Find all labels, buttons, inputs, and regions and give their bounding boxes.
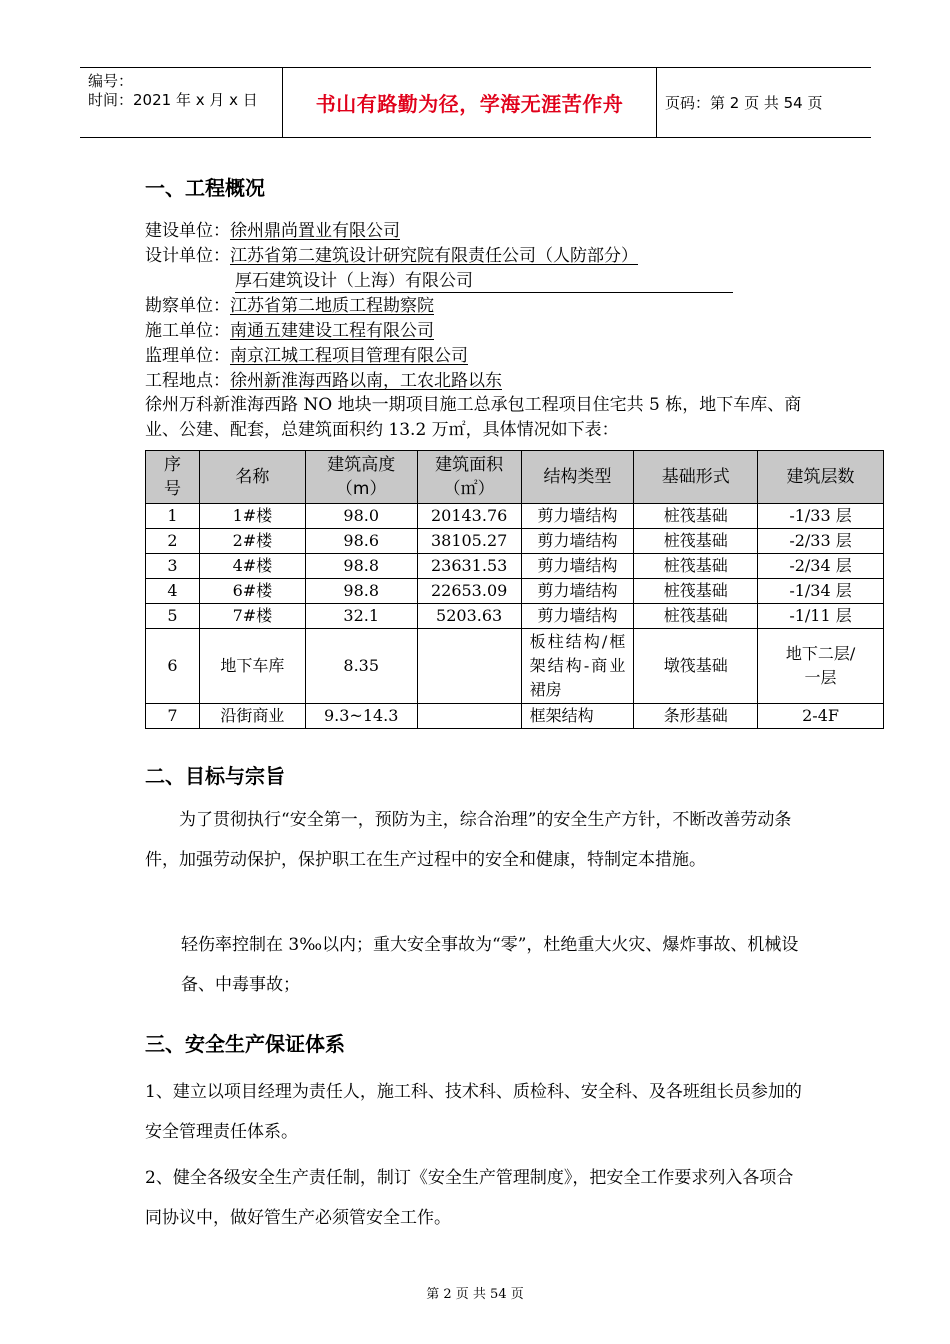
table-cell: 6#楼: [199, 579, 305, 604]
table-cell: 98.8: [305, 579, 417, 604]
info-row-supervise: [145, 344, 845, 369]
table-cell: 7: [146, 704, 200, 729]
table-cell: 地下二层/一层: [758, 629, 884, 704]
table-cell: 98.0: [305, 504, 417, 529]
table-cell: 9.3~14.3: [305, 704, 417, 729]
info-label: 工程地点：: [145, 371, 230, 391]
info-value: 南通五建建设工程有限公司: [230, 321, 434, 341]
header-meta: [80, 68, 283, 137]
table-row: [146, 529, 884, 554]
table-cell: 剪力墙结构: [521, 504, 634, 529]
table-cell: 墩筏基础: [634, 629, 758, 704]
table-cell: 2: [146, 529, 200, 554]
table-row: [146, 629, 884, 704]
table-cell: 板柱结构/框架结构-商业裙房: [521, 629, 634, 704]
table-header-cell: 结构类型: [521, 451, 634, 504]
table-row: [146, 579, 884, 604]
table-cell: 8.35: [305, 629, 417, 704]
info-value: 厚石建筑设计（上海）有限公司: [235, 270, 733, 293]
info-label: 设计单位：: [145, 246, 230, 266]
goals-paragraph-2: 轻伤率控制在 3‰以内；重大安全事故为“零”，杜绝重大火灾、爆炸事故、机械设备、中毒事故；: [181, 935, 799, 995]
info-row-location: [145, 369, 845, 394]
table-cell: 桩筏基础: [634, 554, 758, 579]
table-row: [146, 604, 884, 629]
table-cell: -1/11 层: [758, 604, 884, 629]
table-cell: 剪力墙结构: [521, 579, 634, 604]
table-cell: 框架结构: [521, 704, 634, 729]
info-row-survey: [145, 294, 845, 319]
table-cell: 地下车库: [199, 629, 305, 704]
table-header-cell: 序号: [146, 451, 200, 504]
table-cell: 6: [146, 629, 200, 704]
info-row-design-2: [145, 269, 845, 294]
table-cell: -1/33 层: [758, 504, 884, 529]
table-cell: 22653.09: [417, 579, 521, 604]
info-label: 勘察单位：: [145, 296, 230, 316]
table-cell: 桩筏基础: [634, 529, 758, 554]
info-label: 监理单位：: [145, 346, 230, 366]
table-cell: [417, 629, 521, 704]
header-motto: 书山有路勤为径，学海无涯苦作舟: [283, 68, 657, 137]
table-cell: 1: [146, 504, 200, 529]
table-cell: -2/34 层: [758, 554, 884, 579]
info-label: 建设单位：: [145, 221, 230, 241]
safety-paragraph-2: 2、健全各级安全生产责任制，制订《安全生产管理制度》，把安全工作要求列入各项合同协议中，做好管生产必须管安全工作。: [145, 1168, 794, 1228]
table-cell: 1#楼: [199, 504, 305, 529]
table-cell: 桩筏基础: [634, 579, 758, 604]
info-row-construct: [145, 319, 845, 344]
table-cell: 4: [146, 579, 200, 604]
table-row: [146, 704, 884, 729]
project-description: 徐州万科新淮海西路 NO 地块一期项目施工总承包工程项目住宅共 5 栋，地下车库、商业、公建、配套，总建筑面积约 13.2 万㎡，具体情况如下表：: [145, 395, 802, 440]
table-header-row: [146, 451, 884, 504]
table-header-cell: 建筑面积（㎡）: [417, 451, 521, 504]
table-cell: 5203.63: [417, 604, 521, 629]
table-cell: 2-4F: [758, 704, 884, 729]
table-cell: 7#楼: [199, 604, 305, 629]
info-value: 江苏省第二建筑设计研究院有限责任公司（人防部分）: [230, 246, 638, 266]
info-value: 徐州鼎尚置业有限公司: [230, 221, 400, 241]
table-header-cell: 建筑层数: [758, 451, 884, 504]
info-label: 施工单位：: [145, 321, 230, 341]
project-info: [145, 219, 845, 394]
info-row-build: [145, 219, 845, 244]
table-cell: 桩筏基础: [634, 604, 758, 629]
table-cell: -1/34 层: [758, 579, 884, 604]
table-cell: 剪力墙结构: [521, 554, 634, 579]
table-header-cell: 名称: [199, 451, 305, 504]
info-value: 徐州新淮海西路以南，工农北路以东: [230, 371, 502, 391]
table-cell: 条形基础: [634, 704, 758, 729]
table-cell: 32.1: [305, 604, 417, 629]
building-table: [145, 450, 884, 729]
section-title-safety-system: 三、安全生产保证体系: [145, 1032, 345, 1056]
table-row: [146, 554, 884, 579]
table-cell: 38105.27: [417, 529, 521, 554]
table-cell: 剪力墙结构: [521, 529, 634, 554]
table-cell: 沿街商业: [199, 704, 305, 729]
section-title-overview: 一、工程概况: [145, 176, 265, 200]
table-cell: 4#楼: [199, 554, 305, 579]
table-cell: 20143.76: [417, 504, 521, 529]
number-label: 编号：: [88, 72, 134, 90]
header-page-info: 页码：第 2 页 共 54 页: [665, 94, 823, 112]
info-value: 江苏省第二地质工程勘察院: [230, 296, 434, 316]
section-title-goals: 二、目标与宗旨: [145, 764, 285, 788]
table-cell: 23631.53: [417, 554, 521, 579]
info-row-design: [145, 244, 845, 269]
table-cell: 剪力墙结构: [521, 604, 634, 629]
page-footer: 第 2 页 共 54 页: [426, 1287, 524, 1302]
table-cell: [417, 704, 521, 729]
table-cell: 3: [146, 554, 200, 579]
table-cell: 2#楼: [199, 529, 305, 554]
time-label: 时间：2021 年 x 月 x 日: [88, 91, 258, 109]
page-header: [80, 67, 871, 138]
table-cell: 5: [146, 604, 200, 629]
table-header-cell: 基础形式: [634, 451, 758, 504]
table-cell: 98.8: [305, 554, 417, 579]
info-value: 南京江城工程项目管理有限公司: [230, 346, 468, 366]
table-header-cell: 建筑高度（m）: [305, 451, 417, 504]
table-row: [146, 504, 884, 529]
safety-paragraph-1: 1、建立以项目经理为责任人，施工科、技术科、质检科、安全科、及各班组长员参加的安全管理责任体系。: [145, 1082, 802, 1142]
table-cell: -2/33 层: [758, 529, 884, 554]
table-cell: 桩筏基础: [634, 504, 758, 529]
table-cell: 98.6: [305, 529, 417, 554]
goals-paragraph-1: 为了贯彻执行“安全第一，预防为主，综合治理”的安全生产方针，不断改善劳动条件，加强劳动保护，保护职工在生产过程中的安全和健康，特制定本措施。: [145, 810, 792, 870]
